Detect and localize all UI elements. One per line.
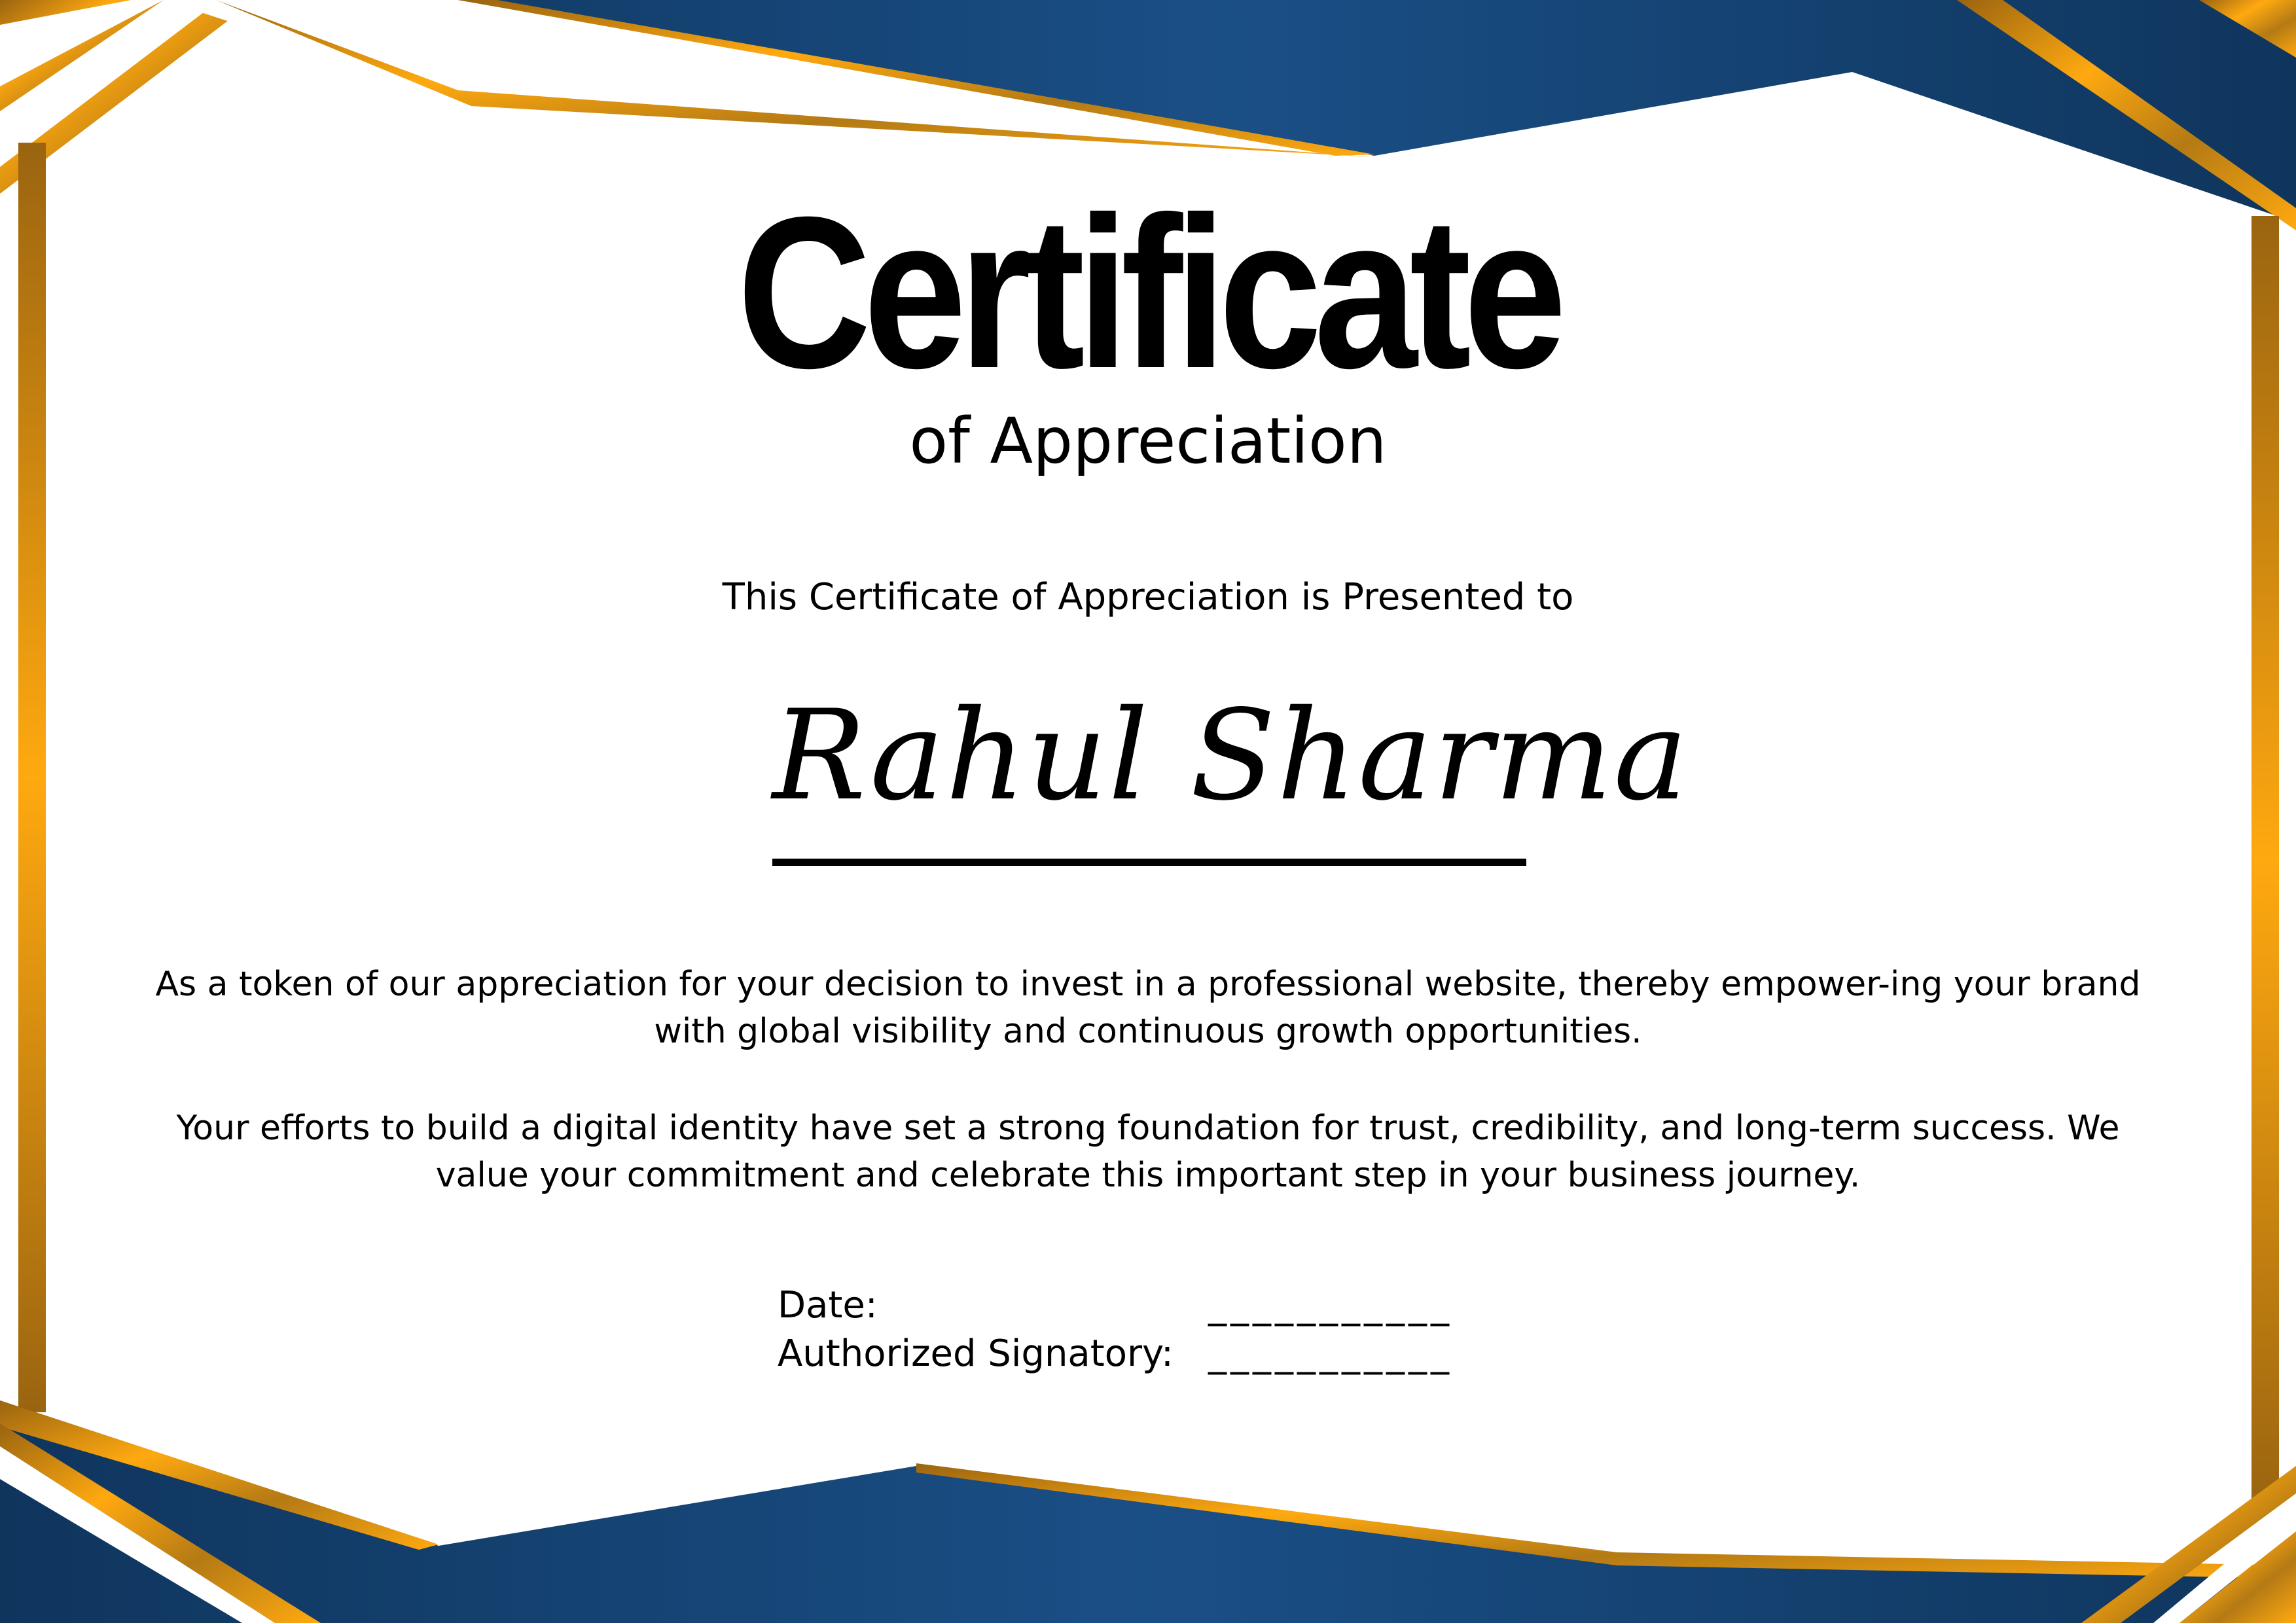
certificate-subtitle: of Appreciation <box>909 404 1387 478</box>
commitment-paragraph: Your efforts to build a digital identity have set a strong foundation for trust, credibility, and long-term success. We value your commitment and celebrate this important step in your business journey. <box>176 1109 2120 1195</box>
date-blank: ___________ <box>1208 1284 1453 1327</box>
date-field <box>778 1281 1453 1330</box>
presented-to-line: This Certificate of Appreciation is Presented to <box>722 576 1574 618</box>
signatory-blank: ___________ <box>1208 1332 1453 1375</box>
left-border-bar <box>18 143 46 1412</box>
date-label: Date: <box>778 1284 878 1327</box>
recipient-name: Rahul Sharma <box>772 683 1689 828</box>
signatory-label: Authorized Signatory: <box>778 1332 1174 1375</box>
appreciation-paragraph: As a token of our appreciation for your decision to invest in a professional website, thereby empower-ing your brand with global visibility and continuous growth opportunities. <box>155 965 2141 1051</box>
signature-block <box>778 1281 1453 1378</box>
recipient-underline <box>772 859 1526 866</box>
certificate-title: Certificate <box>737 171 1559 413</box>
bottom-navy-band <box>0 1400 2296 1623</box>
signatory-field <box>778 1330 1453 1378</box>
